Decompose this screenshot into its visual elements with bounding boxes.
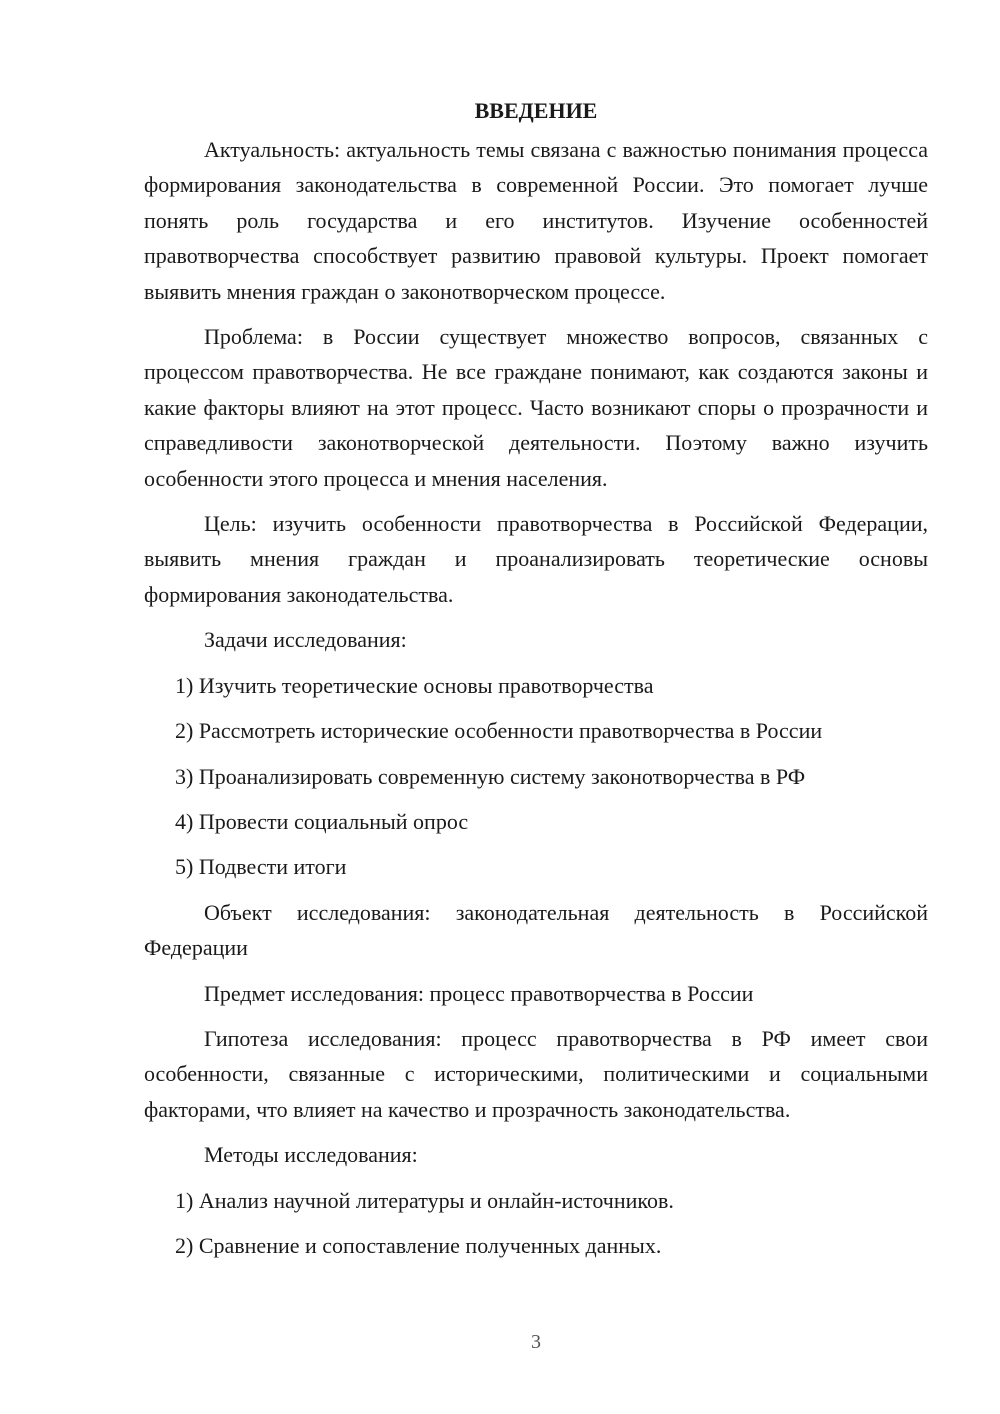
relevance-paragraph: Актуальность: актуальность темы связана с важностью понимания процесса формирования законодательства в современной России. Это помогает лучше понять роль государства и его институтов. Изучение особенностей правотворчества способствует развитию правовой культуры. Проект помогает выявить мнения граждан о законотворческом процессе.: [144, 137, 928, 304]
list-item: 1) Изучить теоретические основы правотворчества: [175, 672, 654, 698]
list-item: 2) Сравнение и сопоставление полученных данных.: [175, 1232, 662, 1258]
object-paragraph: Объект исследования: законодательная деятельность в Российской Федерации: [144, 899, 928, 961]
page-content: [144, 94, 928, 1273]
list-item: 3) Проанализировать современную систему законотворчества в РФ: [175, 763, 806, 789]
page-number: 3: [531, 1331, 541, 1353]
tasks-heading: Задачи исследования:: [204, 627, 407, 653]
tasks-list: [144, 668, 928, 885]
list-item: 1) Анализ научной литературы и онлайн-источников.: [175, 1187, 674, 1213]
methods-list: [144, 1183, 928, 1264]
subject-paragraph: Предмет исследования: процесс правотворчества в России: [204, 980, 754, 1006]
list-item: 5) Подвести итоги: [175, 854, 347, 880]
list-item: 2) Рассмотреть исторические особенности правотворчества в России: [175, 718, 823, 744]
list-item: 4) Провести социальный опрос: [175, 808, 469, 834]
goal-paragraph: Цель: изучить особенности правотворчества в Российской Федерации, выявить мнения граждан и проанализировать теоретические основы формирования законодательства.: [144, 511, 928, 607]
methods-heading: Методы исследования:: [204, 1142, 418, 1168]
problem-paragraph: Проблема: в России существует множество вопросов, связанных с процессом правотворчества. Не все граждане понимают, как создаются законы и какие факторы влияют на этот процесс. Часто возникают споры о прозрачности и справедливости законотворческой деятельности. Поэтому важно изучить особенности этого процесса и мнения населения.: [144, 324, 928, 491]
section-heading: ВВЕДЕНИЕ: [474, 98, 598, 123]
hypothesis-paragraph: Гипотеза исследования: процесс правотворчества в РФ имеет свои особенности, связанные с историческими, политическими и социальными факторами, что влияет на качество и прозрачность законодательства.: [144, 1025, 928, 1122]
